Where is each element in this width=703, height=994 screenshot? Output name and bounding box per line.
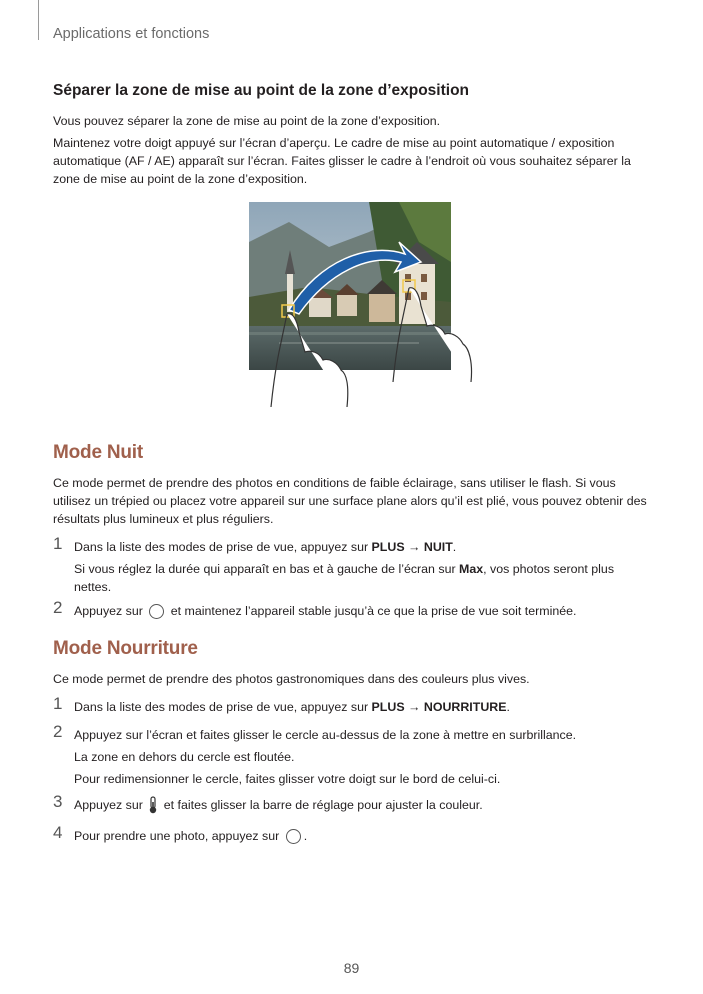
af-ae-illustration [249,202,499,412]
shutter-circle-icon [286,829,301,844]
nourriture-step-3: 3 Appuyez sur et faites glisser la barre de réglage pour ajuster la couleur. [53,796,653,819]
menu-nourriture: NOURRITURE [423,700,507,714]
shutter-circle-icon [149,604,164,619]
step-number: 4 [53,823,63,842]
step-number: 3 [53,792,63,811]
nourriture-step-2-note-2: Pour redimensionner le cercle, faites glisser votre doigt sur le bord de celui-ci. [74,772,501,786]
mode-nuit-intro: Ce mode permet de prendre des photos en conditions de faible éclairage, sans utiliser le flash. Si vous utilisez un trépied ou placez votre appareil sur une surface plane alors qu’il est plié, vous pouvez obtenir des résultats plus lumineux et plus réguliers. [53,476,647,526]
step-number: 1 [53,534,63,553]
header-rule [38,0,39,40]
right-hand-icon [409,288,472,382]
section-heading-af-ae: Séparer la zone de mise au point de la zone d’exposition [53,82,470,99]
menu-plus: PLUS [371,540,405,554]
setting-max: Max [459,562,484,576]
page-number: 89 [343,960,360,976]
nourriture-step-1: 1 Dans la liste des modes de prise de vue, appuyez sur PLUS → NOURRITURE. [53,694,510,714]
running-header: Applications et fonctions [53,26,210,42]
menu-nuit: NUIT [423,540,453,554]
nuit-step-2: 2 Appuyez sur et maintenez l’appareil stable jusqu’à ce que la prise de vue soit terminée. [53,598,577,618]
mode-nuit-heading: Mode Nuit [53,442,144,463]
af-paragraph-2: Maintenez votre doigt appuyé sur l’écran d’aperçu. Le cadre de mise au point automatique / exposition automatique (AF / AE) apparaît sur l’écran. Faites glisser le cadre à l’endroit où vous souhaitez séparer la zone de mise au point de la zone d’exposition. [53,136,631,186]
menu-plus: PLUS [371,700,405,714]
step-number: 2 [53,722,63,741]
step-number: 1 [53,694,63,713]
nourriture-step-4: 4 Pour prendre une photo, appuyez sur . [53,823,308,843]
af-paragraph-1: Vous pouvez séparer la zone de mise au point de la zone d’exposition. [53,114,441,128]
left-hand-icon [287,314,348,407]
thermometer-icon [148,796,158,819]
drag-gesture-overlay [249,202,499,412]
nuit-step-1-note: Si vous réglez la durée qui apparaît en bas et à gauche de l’écran sur Max, vos photos seront plus nettes. [74,562,615,594]
nuit-step-1: 1 Dans la liste des modes de prise de vue, appuyez sur PLUS → NUIT. [53,534,457,554]
mode-nourriture-heading: Mode Nourriture [53,638,198,659]
nourriture-step-2-note-1: La zone en dehors du cercle est floutée. [74,750,295,764]
step-number: 2 [53,598,63,617]
drag-arrow-icon [289,242,421,314]
mode-nourriture-intro: Ce mode permet de prendre des photos gastronomiques dans des couleurs plus vives. [53,672,530,686]
page-content [53,82,653,845]
nourriture-step-2: 2 Appuyez sur l’écran et faites glisser le cercle au-dessus de la zone à mettre en surbrillance. [53,722,577,742]
